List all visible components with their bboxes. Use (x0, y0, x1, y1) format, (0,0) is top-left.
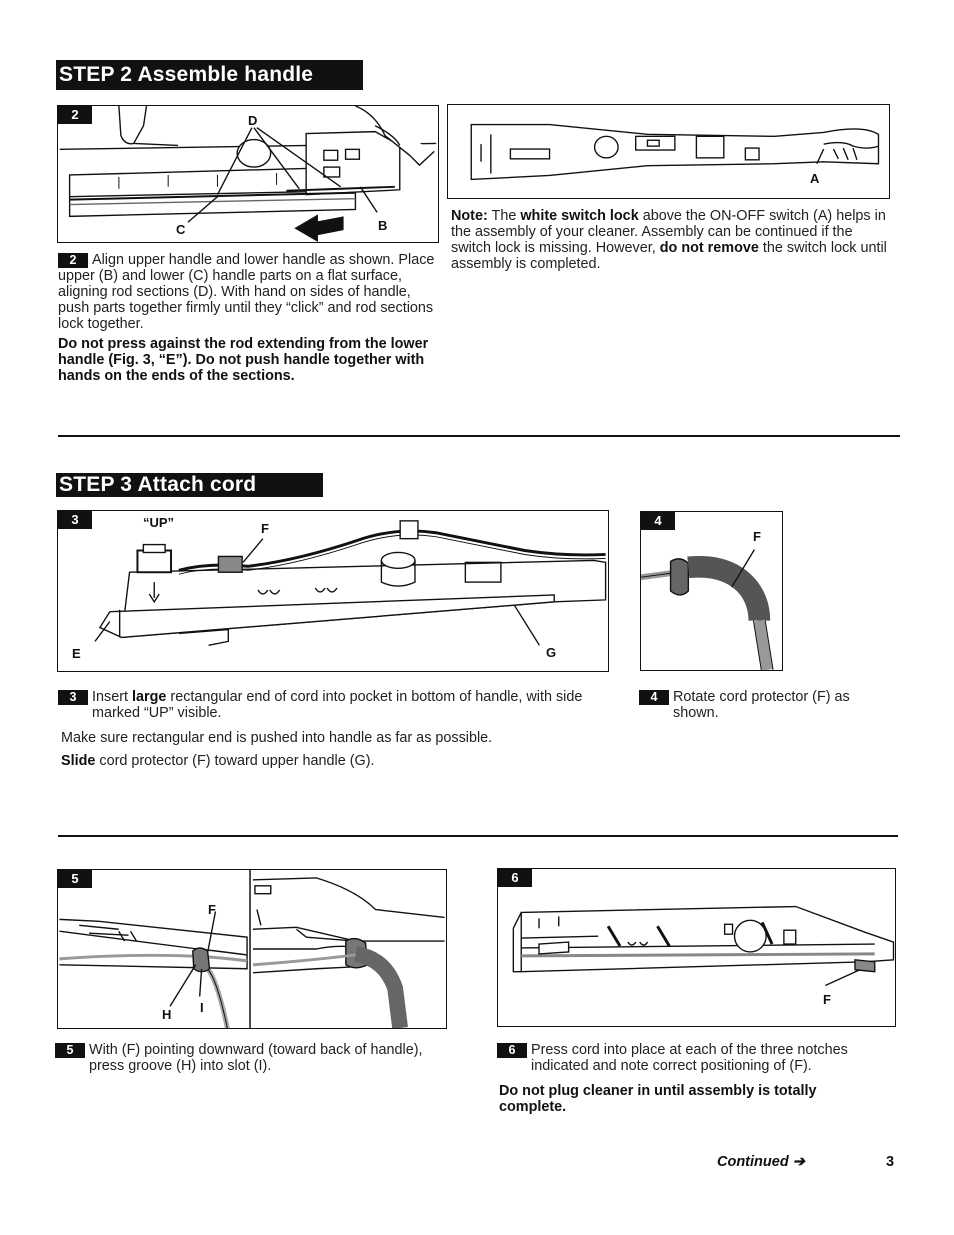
step4-instruction (639, 689, 889, 721)
step3-instruction-bold: large (132, 689, 167, 705)
step4-instruction-text: Rotate cord protector (F) as shown. (673, 689, 850, 721)
figure-3-cord-insert (57, 510, 609, 672)
groove-slot-illustration (58, 870, 446, 1028)
step3-instruction-badge: 3 (58, 690, 88, 705)
step3-title: STEP 3 Attach cord (56, 473, 323, 497)
step4-instruction-badge: 4 (639, 690, 669, 705)
step3-slide-bold: Slide (61, 753, 96, 769)
figure-5-badge: 5 (58, 870, 92, 888)
figure-6-cord-notches (497, 868, 896, 1027)
step2-title: STEP 2 Assemble handle (56, 60, 363, 90)
callout-up: “UP” (143, 515, 175, 530)
step2-instruction-badge: 2 (58, 253, 88, 268)
step5-instruction-text: With (F) pointing downward (toward back of handle), press groove (H) into slot (I). (89, 1042, 423, 1074)
callout-f-fig6: F (823, 992, 831, 1007)
step2-warning: Do not press against the rod extending from the lower handle (Fig. 3, “E”). Do not push handle together with hands on the ends of the sections. (58, 336, 429, 384)
step6-instruction-badge: 6 (497, 1043, 527, 1058)
figure-2-handle-assembly (57, 105, 439, 243)
callout-f: F (261, 521, 269, 536)
switch-lock-illustration (448, 105, 889, 198)
figure-switch-lock (447, 104, 890, 199)
step6-warning: Do not plug cleaner in until assembly is totally complete. (499, 1083, 817, 1115)
callout-i: I (200, 1000, 204, 1015)
callout-c: C (176, 222, 186, 237)
note-pre: The (491, 208, 517, 224)
callout-d: D (248, 113, 258, 128)
step2-instruction (58, 252, 438, 332)
step3-instruction (58, 689, 610, 721)
step2-instruction-text: Align upper handle and lower handle as shown. Place upper (B) and lower (C) handle parts on a flat surface, aligning rod sections (D). With hand on sides of handle, push parts together firmly until they “click” and rod sections lock together. (58, 252, 435, 332)
callout-e: E (72, 646, 81, 661)
figure-6-badge: 6 (498, 869, 532, 887)
callout-f-fig5: F (208, 902, 216, 917)
step3-slide-text: cord protector (F) toward upper handle (G). (99, 753, 375, 769)
figure-5-groove-slot (57, 869, 447, 1029)
step5-instruction-badge: 5 (55, 1043, 85, 1058)
figure-2-badge: 2 (58, 106, 92, 124)
page-number: 3 (886, 1154, 895, 1170)
figure-4-rotate-protector (640, 511, 783, 671)
step5-instruction (55, 1042, 445, 1074)
step6-instruction (497, 1042, 897, 1074)
continued-label: Continued ➔ (717, 1154, 805, 1170)
cord-insert-illustration (58, 511, 608, 671)
switch-lock-note (451, 208, 887, 272)
note-bold: white switch lock (520, 208, 639, 224)
note-mid: above the ON-OFF switch (A) helps in the assembly of your cleaner. Assembly can be continued if the switch lock is missing. However, (451, 208, 886, 256)
step3-make-sure: Make sure rectangular end is pushed into handle as far as possible. (61, 730, 493, 746)
cord-notches-illustration (498, 869, 895, 1026)
callout-h: H (162, 1007, 172, 1022)
figure-3-badge: 3 (58, 511, 92, 529)
section-divider-2 (58, 835, 898, 837)
step3-instruction-pre: Insert (92, 689, 128, 705)
step3-instruction-post: rectangular end of cord into pocket in bottom of handle, with side marked “UP” visible. (92, 689, 583, 721)
section-divider-1 (58, 435, 900, 437)
step6-instruction-text: Press cord into place at each of the three notches indicated and note correct positioning of (F). (531, 1042, 848, 1074)
note-end: the switch lock until assembly is completed. (451, 240, 887, 272)
note-label: Note: (451, 208, 488, 224)
note-bold2: do not remove (659, 240, 759, 256)
figure-4-badge: 4 (641, 512, 675, 530)
callout-a: A (810, 171, 820, 186)
callout-f-fig4: F (753, 529, 761, 544)
callout-b: B (378, 218, 388, 233)
callout-g: G (546, 645, 557, 660)
step3-slide (61, 753, 613, 769)
